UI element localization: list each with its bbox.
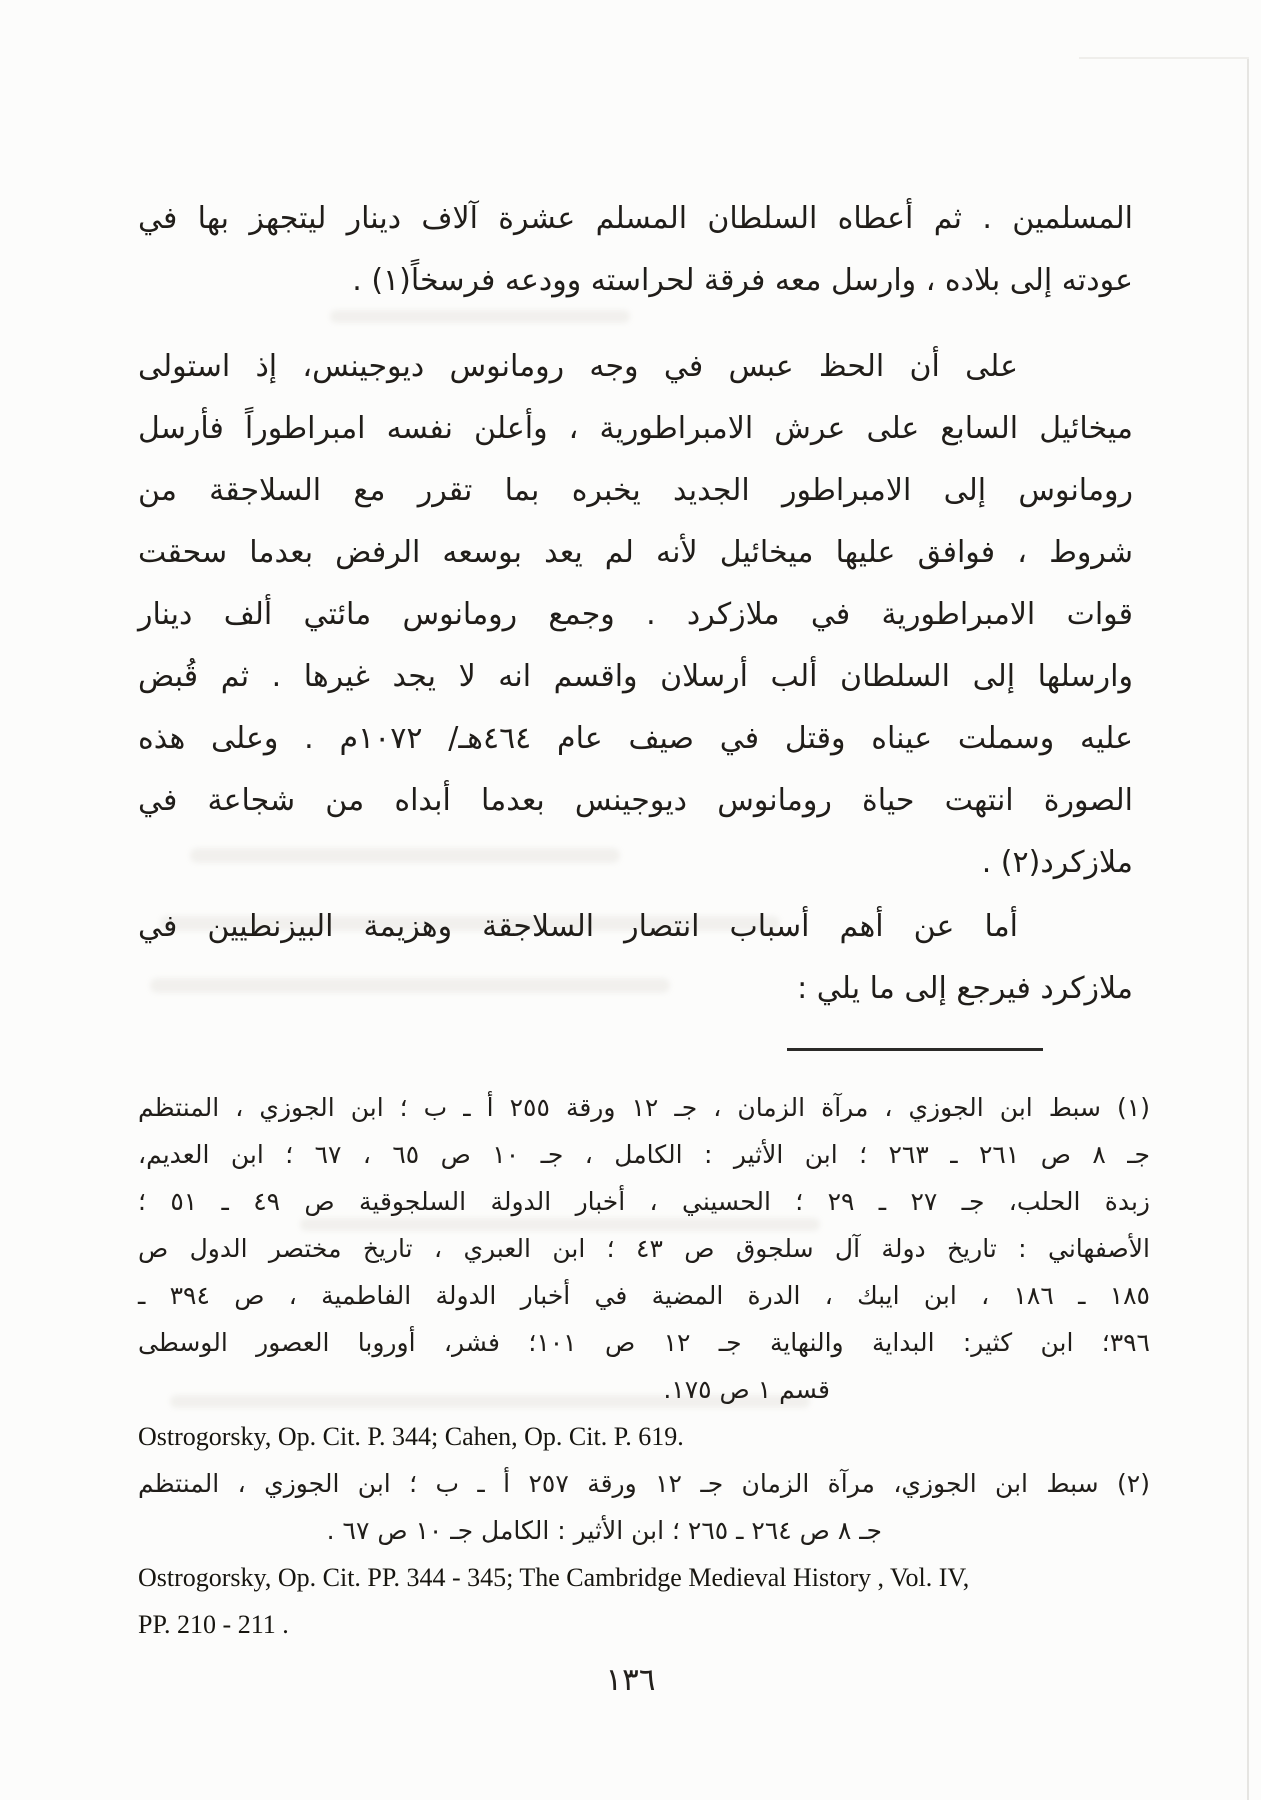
footnote-1-line: قسم ١ ص ١٧٥. [663, 1375, 830, 1404]
body-text-line: رومانوس إلى الامبراطور الجديد يخبره بما تقرر مع السلاجقة من [138, 473, 1133, 508]
page-edge-shadow-top [1079, 57, 1249, 59]
page-edge-shadow-right [1247, 58, 1249, 1800]
footnotes-block [138, 1084, 1150, 1648]
footnote-1-line: الأصفهاني : تاريخ دولة آل سلجوق ص ٤٣ ؛ ابن العبري ، تاريخ مختصر الدول ص [138, 1234, 1150, 1263]
footnote-1-line: (١) سبط ابن الجوزي ، مرآة الزمان ، جـ ١٢ ورقة ٢٥٥ أ ـ ب ؛ ابن الجوزي ، المنتظم [138, 1093, 1150, 1122]
footnote-latin-citation: Ostrogorsky, Op. Cit. PP. 344 - 345; The Cambridge Medieval History , Vol. IV, [138, 1563, 970, 1592]
body-text-line: ملازكرد فيرجع إلى ما يلي : [797, 971, 1133, 1006]
body-text-line: شروط ، فوافق عليها ميخائيل لأنه لم يعد بوسعه الرفض بعدما سحقت [138, 535, 1133, 570]
body-text-line: قوات الامبراطورية في ملازكرد . وجمع رومانوس مائتي ألف دينار [138, 597, 1133, 632]
footnote-latin-citation: Ostrogorsky, Op. Cit. P. 344; Cahen, Op. Cit. P. 619. [138, 1422, 684, 1451]
footnote-1-line: جـ ٨ ص ٢٦١ ـ ٢٦٣ ؛ ابن الأثير : الكامل ، جـ ١٠ ص ٦٥ ، ٦٧ ؛ ابن العديم، [138, 1140, 1150, 1169]
footnote-2-line: (٢) سبط ابن الجوزي، مرآة الزمان جـ ١٢ ورقة ٢٥٧ أ ـ ب ؛ ابن الجوزي ، المنتظم [138, 1469, 1150, 1498]
footnote-latin-citation: PP. 210 - 211 . [138, 1610, 289, 1639]
body-text-line: وارسلها إلى السلطان ألب أرسلان واقسم انه لا يجد غيرها . ثم قُبض [138, 659, 1133, 694]
paragraph-2 [138, 336, 1133, 894]
body-text-line: عليه وسملت عيناه وقتل في صيف عام ٤٦٤هـ/ ١٠٧٢م . وعلى هذه [138, 721, 1133, 756]
body-text-line: المسلمين . ثم أعطاه السلطان المسلم عشرة آلاف دينار ليتجهز بها في [138, 201, 1133, 236]
paragraph-1 [138, 188, 1133, 312]
paragraph-3 [138, 896, 1133, 1020]
body-text-line: على أن الحظ عبس في وجه رومانوس ديوجينس، إذ استولى [138, 349, 1018, 384]
footnote-2-line: جـ ٨ ص ٢٦٤ ـ ٢٦٥ ؛ ابن الأثير : الكامل جـ ١٠ ص ٦٧ . [326, 1516, 882, 1545]
footnote-separator-rule [787, 1048, 1043, 1051]
body-text-line: أما عن أهم أسباب انتصار السلاجقة وهزيمة البيزنطيين في [138, 909, 1018, 944]
footnote-1-line: ٣٩٦؛ ابن كثير: البداية والنهاية جـ ١٢ ص ١٠١؛ فشر، أوروبا العصور الوسطى [138, 1328, 1150, 1357]
body-text-line: ميخائيل السابع على عرش الامبراطورية ، وأعلن نفسه امبراطوراً فأرسل [138, 411, 1133, 446]
footnote-1-line: زبدة الحلب، جـ ٢٧ ـ ٢٩ ؛ الحسيني ، أخبار الدولة السلجوقية ص ٤٩ ـ ٥١ ؛ [138, 1187, 1150, 1216]
page-number: ١٣٦ [605, 1662, 656, 1698]
body-text-line: عودته إلى بلاده ، وارسل معه فرقة لحراسته وودعه فرسخاً(١) . [352, 263, 1133, 298]
body-text-line: ملازكرد(٢) . [981, 845, 1133, 880]
body-text-line: الصورة انتهت حياة رومانوس ديوجينس بعدما أبداه من شجاعة في [138, 783, 1133, 818]
footnote-1-line: ١٨٥ ـ ١٨٦ ، ابن ايبك ، الدرة المضية في أخبار الدولة الفاطمية ، ص ٣٩٤ ـ [138, 1281, 1150, 1310]
